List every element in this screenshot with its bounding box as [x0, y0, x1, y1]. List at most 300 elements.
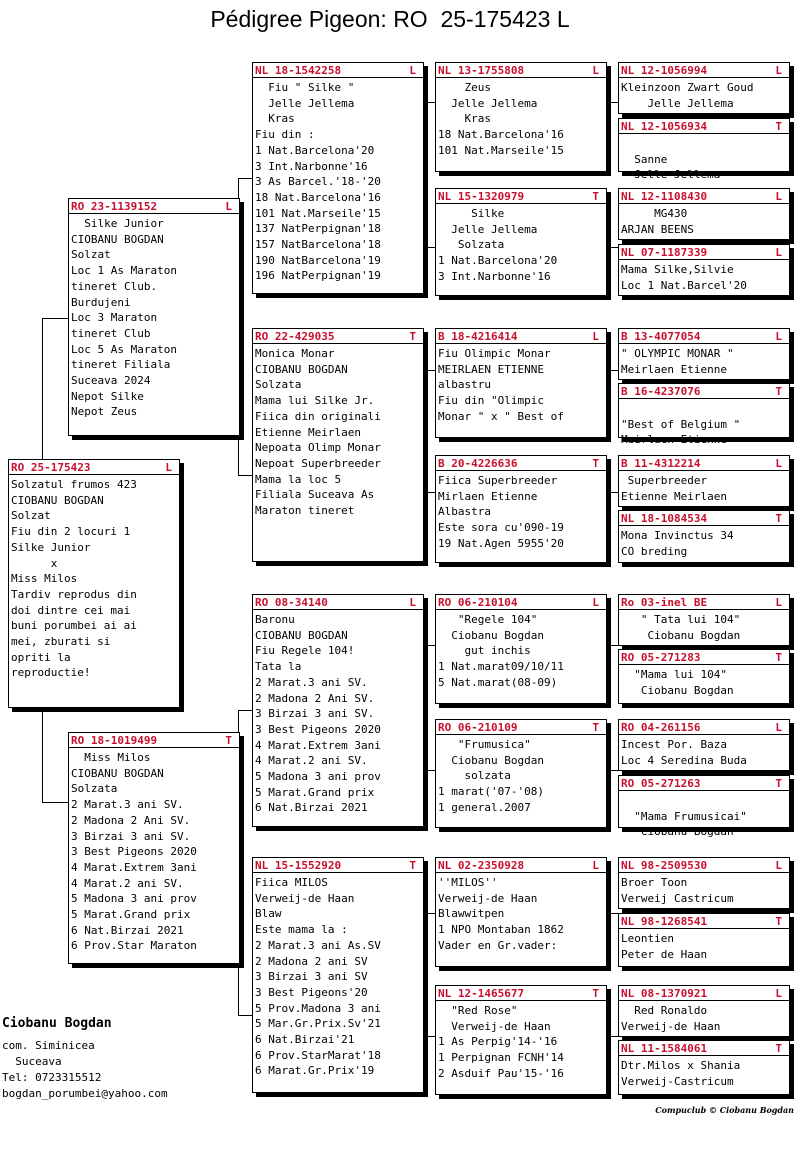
country-code: RO — [438, 596, 452, 609]
ring-number — [255, 330, 334, 343]
sex-marker: L — [592, 64, 599, 77]
country-code: B — [621, 330, 628, 343]
pigeon-card-ddsd[interactable] — [618, 913, 790, 967]
detail-line: CO breding — [621, 544, 688, 558]
detail-line: 18 Nat.Barcelona'16 — [438, 128, 564, 142]
detail-line: Verweij-de Haan — [255, 891, 355, 905]
detail-line: Tardiv reprodus din — [11, 587, 137, 601]
pigeon-details — [619, 204, 789, 237]
sex-marker: L — [775, 64, 782, 77]
breeder-address-line: Suceava — [2, 1055, 62, 1068]
detail-line: Verweij-de Haan — [621, 1019, 721, 1033]
country-code: B — [621, 385, 628, 398]
detail-line: Kras — [255, 112, 295, 126]
ring-id: 13-1755808 — [457, 64, 525, 77]
detail-line: 5 Nat.marat(08-09) — [438, 675, 558, 689]
detail-line: albastru — [438, 378, 491, 392]
detail-line: 2 Marat.3 ani As.SV — [255, 938, 381, 952]
ring-header — [436, 720, 606, 735]
country-code: NL — [621, 987, 635, 1000]
detail-line: 3 Birzai 3 ani SV. — [71, 829, 191, 843]
ring-id: 15-1552920 — [274, 859, 342, 872]
pigeon-card-sire-dam[interactable] — [252, 328, 424, 562]
ring-number — [621, 512, 707, 525]
detail-line: CIOBANU BOGDAN — [71, 766, 164, 780]
sex-marker: T — [775, 651, 782, 664]
ring-header — [619, 189, 789, 204]
detail-line: Loc 4 Seredina Buda — [621, 753, 747, 767]
detail-line: Tata la — [255, 660, 302, 674]
ring-number — [438, 330, 517, 343]
detail-line: 6 Nat.Birzai 2021 — [255, 801, 368, 815]
pigeon-card-dsss[interactable] — [618, 594, 790, 646]
detail-line: Mona Invinctus 34 — [621, 529, 734, 542]
detail-line: "Red Rose" — [438, 1004, 518, 1017]
ring-number — [438, 64, 524, 77]
pigeon-details — [619, 134, 789, 183]
sex-marker: T — [775, 915, 782, 928]
detail-line: 5 Marat.Grand prix — [255, 785, 375, 799]
detail-line: Loc 1 Nat.Barcel'20 — [621, 278, 747, 292]
ring-number — [621, 859, 707, 872]
detail-line: Jelle Jellema — [255, 96, 355, 110]
sex-marker: T — [409, 859, 416, 872]
pigeon-card-dssd[interactable] — [618, 649, 790, 704]
ring-number — [621, 596, 707, 609]
ring-id: 11-1584061 — [640, 1042, 708, 1055]
detail-line: mei, zburati si — [11, 635, 111, 649]
ring-header — [619, 384, 789, 399]
ring-header — [619, 776, 789, 791]
pigeon-details — [436, 344, 606, 425]
pigeon-card-sdsd[interactable] — [618, 383, 790, 447]
ring-id: 12-1056994 — [640, 64, 708, 77]
detail-line: tineret Club — [71, 326, 151, 340]
detail-line: 6 Prov.Star Maraton — [71, 939, 197, 953]
detail-line: Fiu din : — [255, 128, 315, 142]
sex-marker: T — [225, 734, 232, 747]
detail-line: Kras — [438, 112, 491, 126]
detail-line: Jelle Jellema — [621, 168, 721, 182]
ring-number — [438, 987, 524, 1000]
pigeon-card-dsd[interactable] — [435, 719, 607, 828]
sex-marker: L — [775, 596, 782, 609]
detail-line: 101 Nat.Marseile'15 — [255, 206, 381, 220]
pigeon-details — [619, 610, 789, 643]
ring-number — [71, 734, 157, 747]
country-code: NL — [438, 859, 452, 872]
pigeon-details — [619, 1056, 789, 1089]
detail-line: "Frumusica" — [438, 738, 531, 751]
connector-line — [238, 178, 253, 179]
detail-line: 2 Marat.3 ani SV. — [255, 675, 368, 689]
detail-line: reproductie! — [11, 666, 91, 680]
ring-number — [621, 330, 700, 343]
sex-marker: L — [225, 200, 232, 213]
pigeon-details — [436, 204, 606, 285]
detail-line: Jelle Jellema — [438, 96, 538, 110]
detail-line: Loc 1 As Maraton — [71, 264, 177, 278]
country-code: NL — [621, 246, 635, 259]
detail-line: Mama lui Silke Jr. — [255, 394, 375, 408]
pigeon-card-dam-sire[interactable] — [252, 594, 424, 827]
country-code: NL — [438, 987, 452, 1000]
detail-line: Solzata — [438, 238, 505, 252]
ring-number — [438, 457, 517, 470]
ring-header — [436, 189, 606, 204]
pigeon-card-sss[interactable] — [435, 62, 607, 172]
country-code: RO — [438, 721, 452, 734]
detail-line: 3 Best Pigeons 2020 — [255, 722, 381, 736]
ring-header — [619, 595, 789, 610]
ring-id: 98-1268541 — [640, 915, 708, 928]
pigeon-card-dsdd[interactable] — [618, 775, 790, 839]
detail-line: Solzata — [71, 782, 118, 796]
detail-line: Silke Junior — [71, 217, 164, 230]
ring-number — [438, 721, 517, 734]
detail-line: doi dintre cei mai — [11, 603, 131, 617]
ring-id: 03-inel BE — [640, 596, 708, 609]
ring-header — [253, 858, 423, 873]
pigeon-card-dam-dam[interactable] — [252, 857, 424, 1093]
pigeon-card-sire-sire[interactable] — [252, 62, 424, 294]
sex-marker: L — [775, 190, 782, 203]
country-code: RO — [71, 200, 85, 213]
detail-line: 1 Nat.marat09/10/11 — [438, 660, 564, 674]
detail-line: Miss Milos — [11, 572, 78, 586]
ring-number — [621, 651, 700, 664]
detail-line: Ciobanu Bogdan — [621, 825, 734, 839]
detail-line: 2 Madona 2 Ani SV. — [255, 691, 375, 705]
detail-line: 196 NatPerpignan'19 — [255, 269, 381, 283]
detail-line: 5 Marat.Grand prix — [71, 908, 191, 922]
country-code: RO — [11, 461, 25, 474]
pigeon-details — [619, 929, 789, 962]
detail-line: 2 Madona 2 ani SV — [255, 954, 368, 968]
sex-marker: T — [592, 190, 599, 203]
country-code: NL — [621, 64, 635, 77]
sex-marker: L — [775, 721, 782, 734]
pigeon-details — [253, 78, 423, 284]
detail-line: 6 Prov.StarMarat'18 — [255, 1048, 381, 1062]
detail-line: Loc 3 Maraton — [71, 311, 158, 325]
detail-line: Suceava 2024 — [71, 374, 151, 388]
detail-line: Fiu Olimpic Monar — [438, 347, 551, 360]
detail-line: 5 Madona 3 ani prov — [71, 892, 197, 906]
detail-line: Este sora cu'090-19 — [438, 521, 564, 535]
ring-number — [621, 721, 700, 734]
detail-line: Mama la loc 5 — [255, 472, 342, 486]
detail-line: 4 Marat.Extrem 3ani — [71, 860, 197, 874]
pigeon-details — [619, 791, 789, 840]
ring-number — [621, 777, 700, 790]
ring-number — [255, 64, 341, 77]
ring-number — [438, 596, 517, 609]
detail-line: Fiica Superbreeder — [438, 474, 558, 487]
pigeon-card-sdds[interactable] — [618, 455, 790, 507]
detail-line: Meirlaen Etienne — [621, 362, 727, 376]
country-code: NL — [621, 190, 635, 203]
detail-line: CIOBANU BOGDAN — [255, 362, 348, 376]
sex-marker: L — [592, 859, 599, 872]
detail-line: 5 Madona 3 ani prov — [255, 770, 381, 784]
pigeon-details — [619, 665, 789, 698]
detail-line: 4 Marat.2 ani SV. — [71, 876, 184, 890]
detail-line: Etienne Meirlaen — [255, 425, 361, 439]
detail-line: Maraton tineret — [255, 504, 355, 518]
detail-line: 2 Marat.3 ani SV. — [71, 798, 184, 812]
ring-number — [621, 246, 707, 259]
ring-header — [619, 1041, 789, 1056]
detail-line: tineret Club. — [71, 279, 158, 293]
detail-line: Red Ronaldo — [621, 1004, 708, 1017]
pigeon-card-sds[interactable] — [435, 328, 607, 438]
ring-id: 04-261156 — [640, 721, 701, 734]
page-title: Pédigree Pigeon: RO 25-175423 L — [210, 6, 570, 32]
country-code: RO — [255, 330, 269, 343]
detail-line: Verweij-de Haan — [438, 891, 538, 905]
country-code: B — [438, 330, 445, 343]
detail-line: Solzatul frumos 423 — [11, 478, 137, 491]
ring-header — [253, 329, 423, 344]
detail-line: Este mama la : — [255, 923, 348, 937]
detail-line: Peter de Haan — [621, 947, 708, 961]
ring-number — [621, 385, 700, 398]
detail-line: Verweij Castricum — [621, 891, 734, 905]
detail-line: "Best of Belgium " — [621, 417, 741, 431]
sex-marker: L — [592, 330, 599, 343]
ring-header — [619, 329, 789, 344]
ring-number — [621, 915, 707, 928]
pigeon-card-dsds[interactable] — [618, 719, 790, 771]
pigeon-card-sdss[interactable] — [618, 328, 790, 380]
detail-line: 1 NPO Montaban 1862 — [438, 923, 564, 937]
country-code: B — [438, 457, 445, 470]
ring-header — [436, 456, 606, 471]
detail-line: 2 Madona 2 Ani SV. — [71, 813, 191, 827]
country-code: RO — [255, 596, 269, 609]
ring-header — [436, 595, 606, 610]
country-code: NL — [621, 512, 635, 525]
ring-header — [619, 858, 789, 873]
pigeon-card-sire[interactable] — [68, 198, 240, 436]
ring-id: 02-2350928 — [457, 859, 525, 872]
ring-id: 18-1084534 — [640, 512, 708, 525]
ring-number — [621, 457, 700, 470]
pigeon-card-sddd[interactable] — [618, 510, 790, 563]
connector-line — [238, 710, 253, 711]
ring-id: 12-1056934 — [640, 120, 708, 133]
pigeon-card-dam[interactable] — [68, 732, 240, 964]
detail-line: Vader en Gr.vader: — [438, 938, 558, 952]
detail-line: Ciobanu Bogdan — [438, 628, 544, 642]
detail-line: "Regele 104" — [438, 613, 538, 626]
detail-line: opriti la — [11, 650, 71, 664]
connector-line — [238, 1015, 253, 1016]
pigeon-details — [9, 475, 179, 681]
detail-line: Nepot Zeus — [71, 405, 138, 419]
country-code: NL — [621, 859, 635, 872]
detail-line: Jelle Jellema — [438, 222, 538, 236]
detail-line: Broer Toon — [621, 876, 688, 889]
detail-line: 1 general.2007 — [438, 800, 531, 814]
detail-line: Ciobanu Bogdan — [621, 683, 734, 697]
pigeon-card-dss[interactable] — [435, 594, 607, 704]
pigeon-details — [619, 471, 789, 504]
detail-line: Silke Junior — [11, 540, 91, 554]
detail-line: 4 Marat.2 ani SV. — [255, 754, 368, 768]
ring-number — [11, 461, 90, 474]
detail-line: Verweij-Castricum — [621, 1074, 734, 1088]
pigeon-details — [619, 873, 789, 906]
ring-number — [621, 64, 707, 77]
country-code: B — [621, 457, 628, 470]
sex-marker: L — [775, 330, 782, 343]
detail-line: 19 Nat.Agen 5955'20 — [438, 536, 564, 550]
ring-id: 11-4312214 — [634, 457, 701, 470]
detail-line: Monica Monar — [255, 347, 335, 360]
ring-id: 06-210104 — [457, 596, 518, 609]
pigeon-details — [619, 78, 789, 111]
sex-marker: T — [592, 987, 599, 1000]
connector-line — [42, 318, 43, 461]
ring-header — [619, 914, 789, 929]
detail-line: 2 Asduif Pau'15-'16 — [438, 1066, 564, 1080]
ring-id: 12-1108430 — [640, 190, 708, 203]
pigeon-card-dds[interactable] — [435, 857, 607, 967]
detail-line: gut inchis — [438, 644, 531, 658]
country-code: NL — [621, 120, 635, 133]
ring-id: 08-34140 — [274, 596, 328, 609]
breeder-email[interactable]: bogdan_porumbei@yahoo.com — [2, 1087, 168, 1100]
ring-header — [619, 650, 789, 665]
connector-line — [238, 475, 253, 476]
pigeon-details — [619, 399, 789, 448]
detail-line: Solzat — [71, 248, 111, 262]
breeder-name: Ciobanu Bogdan — [2, 1016, 112, 1031]
ring-id: 23-1139152 — [90, 200, 158, 213]
ring-header — [619, 986, 789, 1001]
detail-line: 190 NatBarcelona'19 — [255, 253, 381, 267]
country-code: NL — [438, 64, 452, 77]
detail-line: 3 Int.Narbonne'16 — [438, 269, 551, 283]
sex-marker: T — [775, 777, 782, 790]
sex-marker: L — [775, 859, 782, 872]
detail-line — [621, 136, 787, 152]
pigeon-card-subject[interactable] — [8, 459, 180, 708]
detail-line: Silke — [438, 207, 505, 220]
detail-line: 101 Nat.Marseile'15 — [438, 143, 564, 157]
detail-line: Kleinzoon Zwart Goud — [621, 81, 754, 94]
detail-line: 18 Nat.Barcelona'16 — [255, 190, 381, 204]
pigeon-details — [619, 1001, 789, 1034]
sex-marker: L — [775, 457, 782, 470]
sex-marker: T — [592, 457, 599, 470]
copyright-footer: Compuclub © Ciobanu Bogdan — [655, 1105, 794, 1115]
pigeon-card-ssss[interactable] — [618, 62, 790, 114]
pigeon-card-ddd[interactable] — [435, 985, 607, 1095]
detail-line: 6 Nat.Birzai 2021 — [71, 923, 184, 937]
detail-line: Jelle Jellema — [621, 96, 734, 110]
ring-number — [621, 120, 707, 133]
sex-marker: T — [775, 512, 782, 525]
detail-line: solzata — [438, 769, 511, 783]
ring-header — [619, 63, 789, 78]
connector-line — [424, 370, 425, 492]
detail-line: Dtr.Milos x Shania — [621, 1059, 741, 1072]
ring-id: 07-1187339 — [640, 246, 708, 259]
pigeon-card-dddd[interactable] — [618, 1040, 790, 1095]
detail-line: Nepot Silke — [71, 389, 144, 403]
detail-line: 157 NatBarcelona'18 — [255, 238, 381, 252]
detail-line: Fiu Regele 104! — [255, 644, 355, 658]
detail-line: Baronu — [255, 613, 295, 626]
detail-line: Monar " x " Best of — [438, 409, 564, 423]
ring-header — [619, 119, 789, 134]
detail-line: 1 Nat.Barcelona'20 — [438, 254, 558, 268]
ring-id: 05-271283 — [640, 651, 701, 664]
detail-line: Nepoata Olimp Monar — [255, 441, 381, 455]
detail-line: 3 Best Pigeons 2020 — [71, 845, 197, 859]
ring-number — [621, 1042, 707, 1055]
sex-marker: L — [409, 64, 416, 77]
country-code: NL — [438, 190, 452, 203]
detail-line: x — [11, 556, 58, 570]
detail-line: 4 Marat.Extrem 3ani — [255, 738, 381, 752]
pigeon-card-ddds[interactable] — [618, 985, 790, 1037]
ring-number — [621, 190, 707, 203]
ring-number — [255, 596, 328, 609]
detail-line: ''MILOS'' — [438, 876, 498, 889]
ring-header — [253, 63, 423, 78]
pigeon-card-sdd[interactable] — [435, 455, 607, 563]
breeder-address-line: com. Siminicea — [2, 1039, 95, 1052]
pigeon-card-ddss[interactable] — [618, 857, 790, 909]
pigeon-details — [69, 748, 239, 954]
ring-id: 22-429035 — [274, 330, 335, 343]
pigeon-card-ssd[interactable] — [435, 188, 607, 296]
detail-line: " Tata lui 104" — [621, 613, 741, 626]
ring-id: 15-1320979 — [457, 190, 525, 203]
sex-marker: L — [592, 596, 599, 609]
ring-header — [619, 456, 789, 471]
ring-number — [71, 200, 157, 213]
ring-header — [69, 199, 239, 214]
pigeon-details — [436, 873, 606, 954]
detail-line: Filiala Suceava As — [255, 488, 375, 502]
pigeon-details — [619, 260, 789, 293]
connector-line — [424, 102, 425, 247]
ring-id: 06-210109 — [457, 721, 518, 734]
sex-marker: L — [409, 596, 416, 609]
detail-line: Incest Por. Baza — [621, 738, 727, 751]
detail-line: Albastra — [438, 505, 491, 519]
pigeon-card-ssdd[interactable] — [618, 244, 790, 296]
pigeon-details — [436, 78, 606, 159]
connector-line — [42, 712, 43, 802]
detail-line: 1 Perpignan FCNH'14 — [438, 1051, 564, 1065]
pigeon-card-ssds[interactable] — [618, 188, 790, 240]
detail-line: Blawwitpen — [438, 907, 505, 921]
pigeon-details — [436, 1001, 606, 1082]
detail-line: Mama Silke,Silvie — [621, 263, 734, 276]
detail-line: 5 Prov.Madona 3 ani — [255, 1001, 381, 1015]
detail-line: Leontien — [621, 932, 674, 945]
detail-line: "Mama Frumusicai" — [621, 809, 747, 823]
detail-line: 1 Nat.Barcelona'20 — [255, 143, 375, 157]
detail-line: 6 Marat.Gr.Prix'19 — [255, 1064, 375, 1078]
pigeon-card-sssd[interactable] — [618, 118, 790, 182]
